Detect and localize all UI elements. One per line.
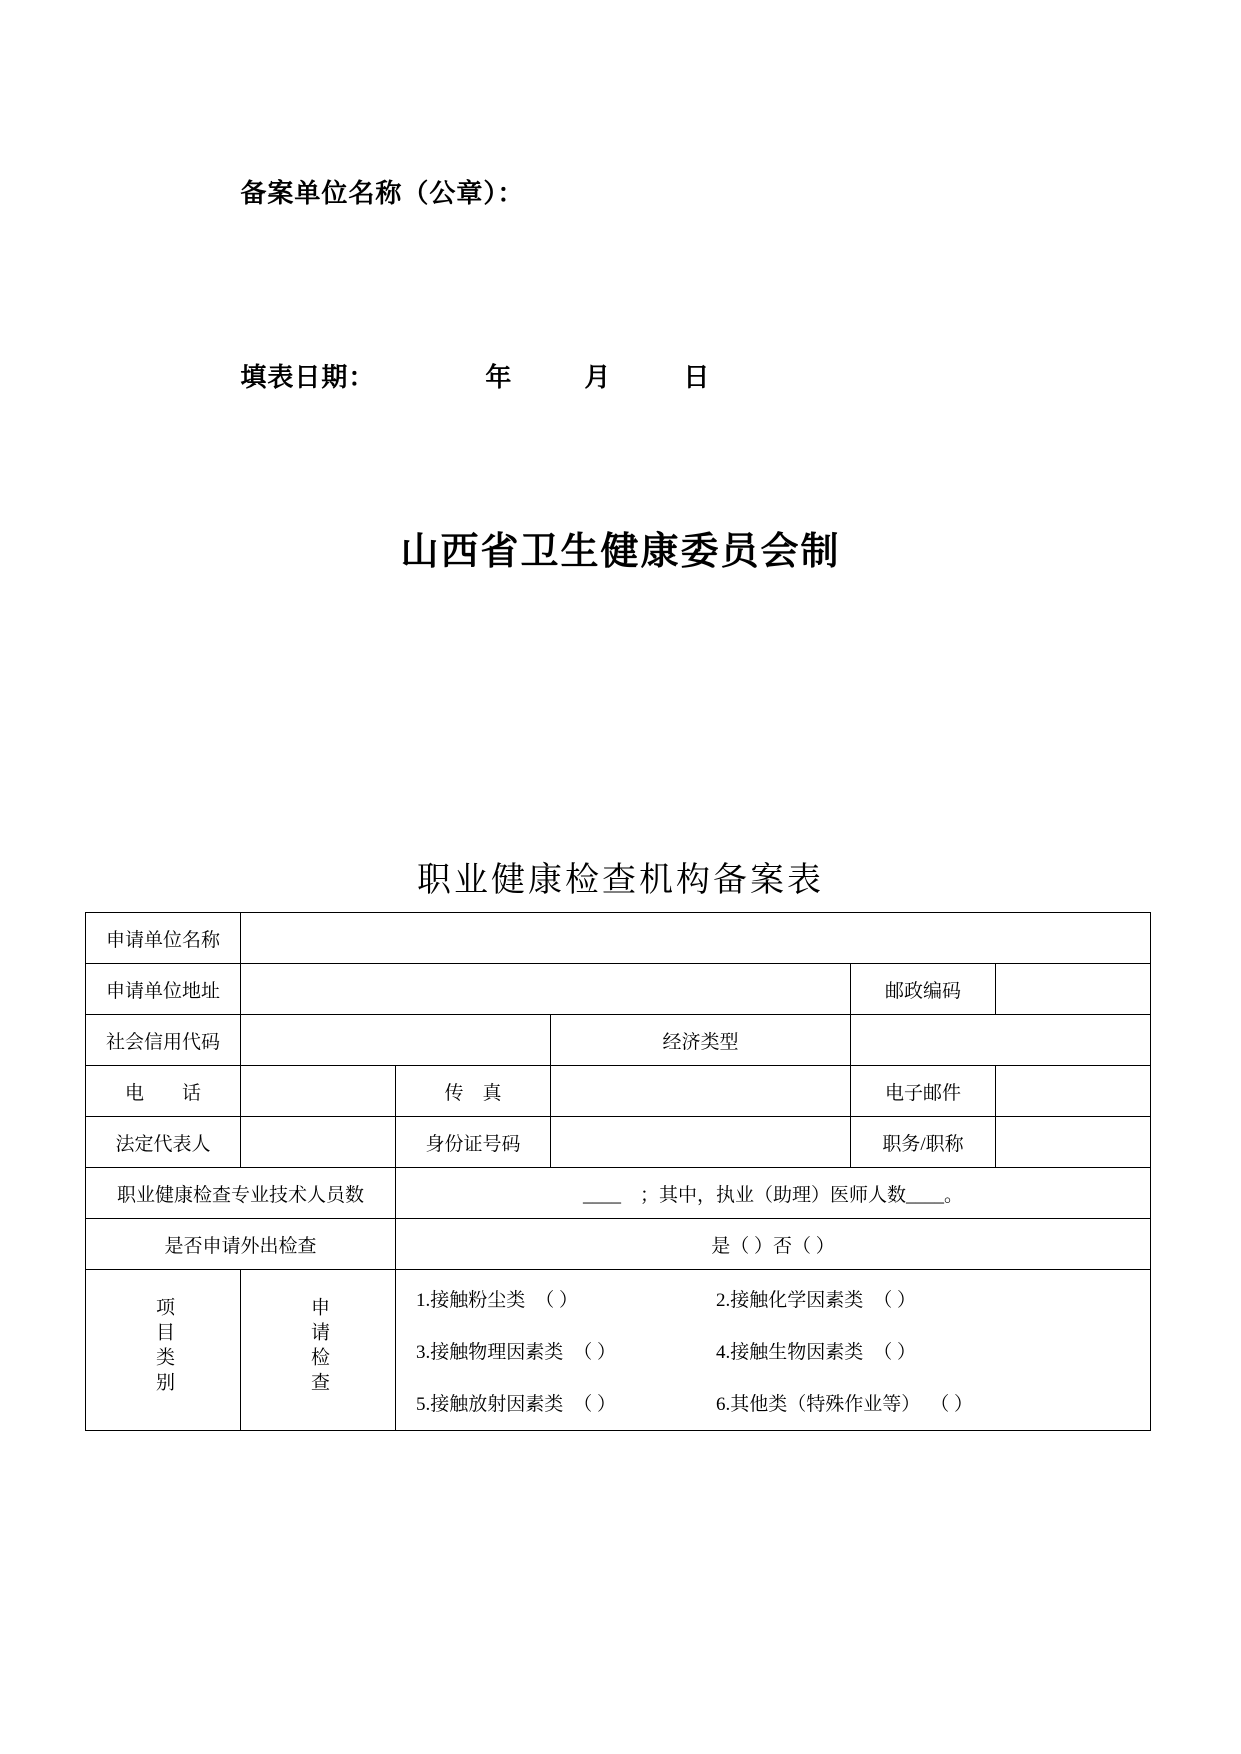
- legal-rep-label: 法定代表人: [86, 1117, 241, 1168]
- id-number-label: 身份证号码: [396, 1117, 551, 1168]
- outcall-label: 是否申请外出检查: [86, 1219, 396, 1270]
- phone-value[interactable]: [241, 1066, 396, 1117]
- table-row-contact: [86, 1066, 1151, 1117]
- category-item-1[interactable]: 1.接触粉尘类 （ ）: [416, 1289, 579, 1311]
- outcall-value[interactable]: 是（ ）否（ ）: [396, 1219, 1151, 1270]
- table-row-credit-code: [86, 1015, 1151, 1066]
- economy-type-label: 经济类型: [551, 1015, 851, 1066]
- day-label: 日: [683, 363, 711, 393]
- table-row-outcall: [86, 1219, 1151, 1270]
- postal-code-value[interactable]: [996, 964, 1151, 1015]
- category-item-6[interactable]: 6.其他类（特殊作业等） （ ）: [716, 1393, 974, 1415]
- staff-count-label: 职业健康检查专业技术人员数: [86, 1168, 396, 1219]
- email-label: 电子邮件: [851, 1066, 996, 1117]
- legal-rep-value[interactable]: [241, 1117, 396, 1168]
- unit-name-label: 备案单位名称（公章）：: [240, 179, 525, 209]
- fax-value[interactable]: [551, 1066, 851, 1117]
- category-label-2: 申请检查: [241, 1270, 396, 1431]
- category-item-5[interactable]: 5.接触放射因素类 （ ）: [416, 1393, 617, 1415]
- position-title-label: 职务/职称: [851, 1117, 996, 1168]
- category-item-3[interactable]: 3.接触物理因素类 （ ）: [416, 1341, 617, 1363]
- staff-count-value[interactable]: ____ ；其中，执业（助理）医师人数____。: [396, 1168, 1151, 1219]
- category-row-3: [402, 1376, 1144, 1428]
- category-label-1: 项目类别: [86, 1270, 241, 1431]
- cover-header: [180, 128, 1080, 496]
- registration-form-table: [85, 912, 1151, 1431]
- table-row-applicant-name: [86, 913, 1151, 964]
- category-row-2: [402, 1324, 1144, 1376]
- id-number-value[interactable]: [551, 1117, 851, 1168]
- fill-date-label: 填表日期：: [240, 363, 376, 393]
- category-item-4[interactable]: 4.接触生物因素类 （ ）: [716, 1341, 917, 1363]
- category-item-2[interactable]: 2.接触化学因素类 （ ）: [716, 1289, 917, 1311]
- category-options: [396, 1270, 1151, 1431]
- applicant-name-value[interactable]: [241, 913, 1151, 964]
- category-row-1: [402, 1272, 1144, 1324]
- form-title: 职业健康检查机构备案表: [417, 862, 824, 899]
- economy-type-value[interactable]: [851, 1015, 1151, 1066]
- year-label: 年: [485, 363, 513, 393]
- table-row-categories: [86, 1270, 1151, 1431]
- table-row-applicant-address: [86, 964, 1151, 1015]
- fill-date-line: [180, 312, 1080, 444]
- applicant-address-label: 申请单位地址: [86, 964, 241, 1015]
- table-row-legal-rep: [86, 1117, 1151, 1168]
- fax-label: 传 真: [396, 1066, 551, 1117]
- credit-code-label: 社会信用代码: [86, 1015, 241, 1066]
- issuer-line: 山西省卫生健康委员会制: [400, 528, 841, 573]
- phone-label: 电 话: [86, 1066, 241, 1117]
- table-row-staff-count: [86, 1168, 1151, 1219]
- month-label: 月: [584, 363, 612, 393]
- postal-code-label: 邮政编码: [851, 964, 996, 1015]
- applicant-address-value[interactable]: [241, 964, 851, 1015]
- position-title-value[interactable]: [996, 1117, 1151, 1168]
- credit-code-value[interactable]: [241, 1015, 551, 1066]
- unit-name-line: [180, 128, 1080, 260]
- email-value[interactable]: [996, 1066, 1151, 1117]
- applicant-name-label: 申请单位名称: [86, 913, 241, 964]
